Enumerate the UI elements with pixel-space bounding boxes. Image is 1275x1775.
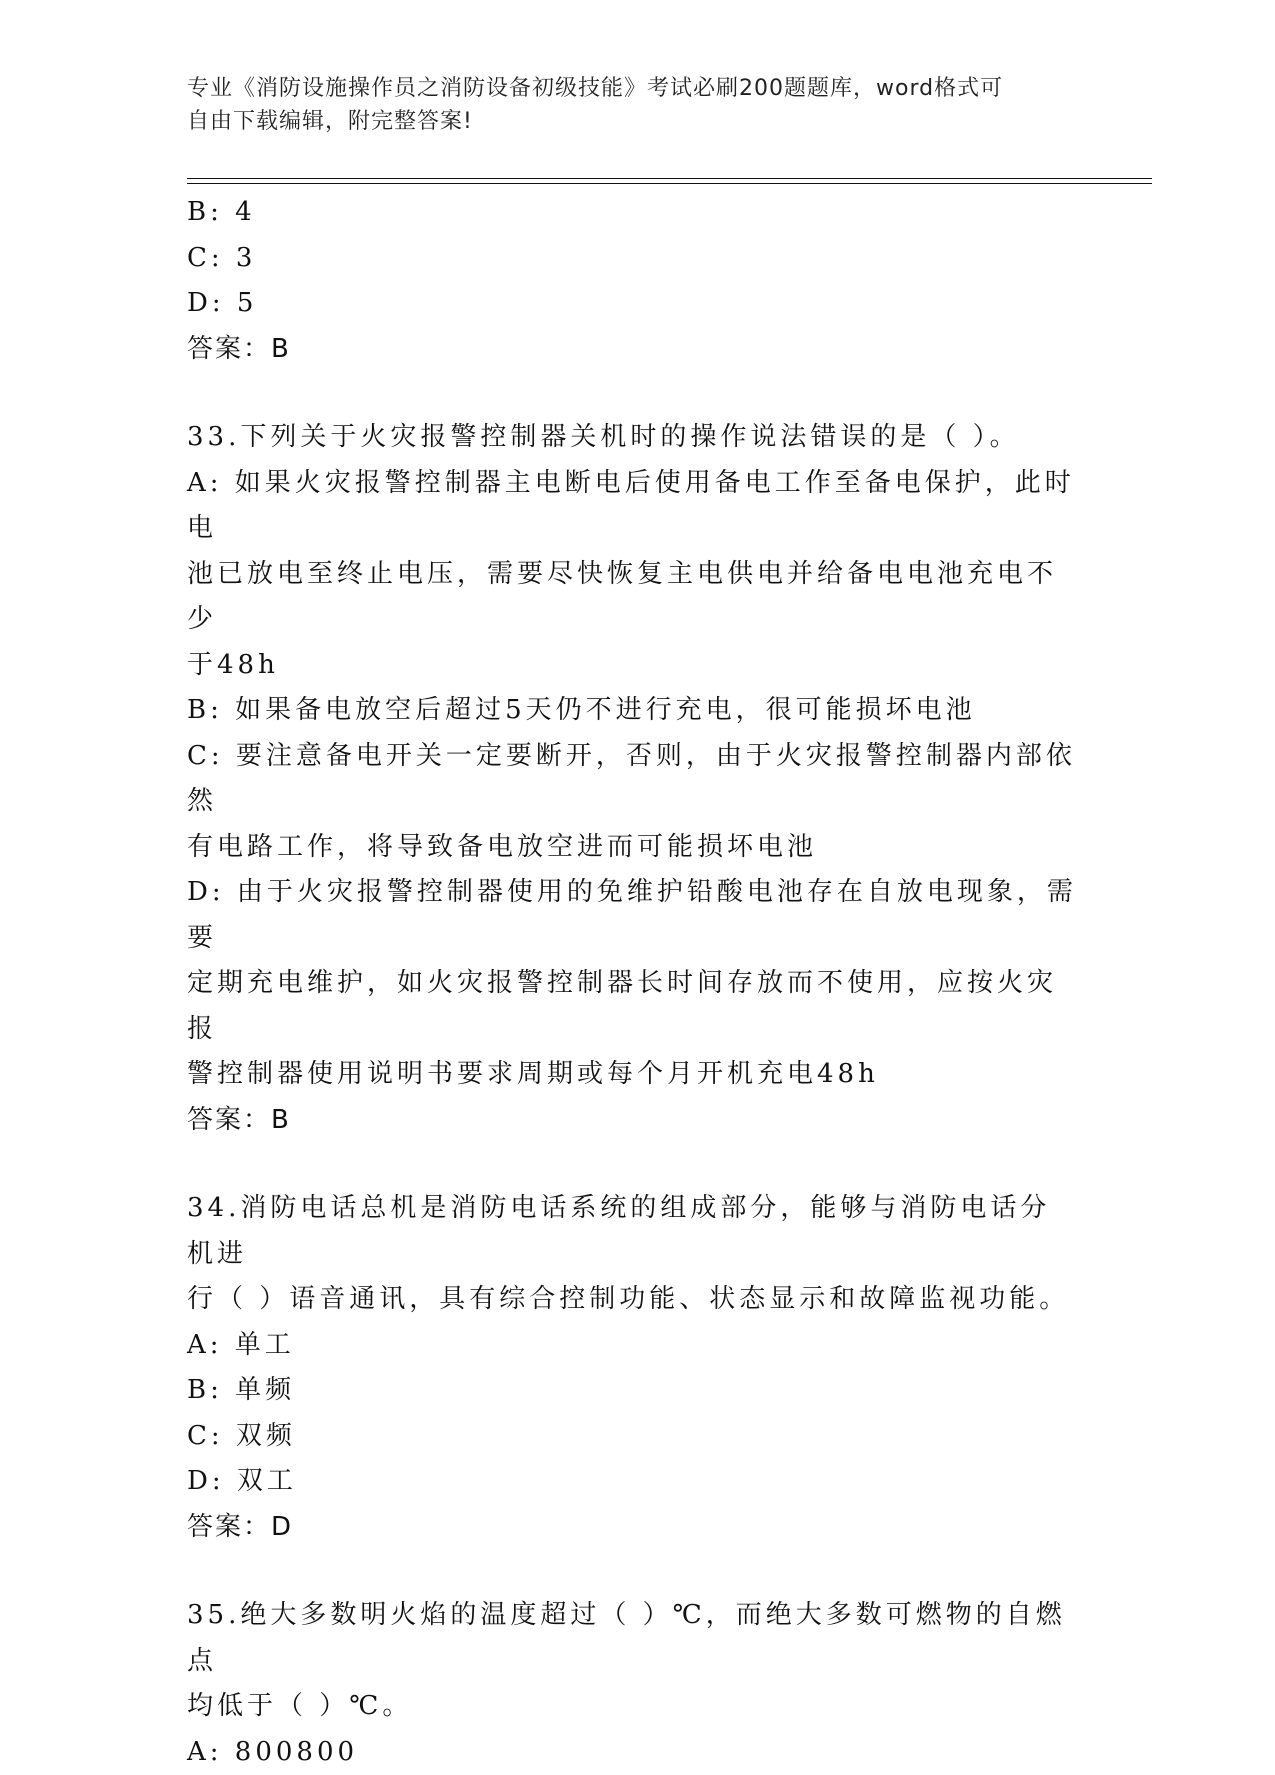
- question-stem: 33.下列关于火灾报警控制器关机时的操作说法错误的是（ ）。: [187, 415, 1077, 461]
- header-title-line-2: 自由下载编辑，附完整答案!: [187, 105, 1067, 138]
- option-b: B: 如果备电放空后超过5天仍不进行充电，很可能损坏电池: [187, 688, 1077, 734]
- question-33: [187, 415, 1077, 1143]
- option-a-line-3: 于48h: [187, 643, 1077, 689]
- option-c: C: 3: [187, 236, 1077, 282]
- prev-question-block: [187, 190, 1077, 372]
- answer-line: 答案：B: [187, 327, 1077, 373]
- option-b: B: 4: [187, 190, 1077, 236]
- option-a-line-2: 池已放电至终止电压，需要尽快恢复主电供电并给备电电池充电不少: [187, 552, 1077, 643]
- option-a: A: 800800: [187, 1730, 1077, 1775]
- option-d: D: 5: [187, 281, 1077, 327]
- question-34: [187, 1186, 1077, 1550]
- option-c: C: 双频: [187, 1414, 1077, 1460]
- option-d-line-3: 警控制器使用说明书要求周期或每个月开机充电48h: [187, 1052, 1077, 1098]
- question-stem-line-1: 35.绝大多数明火焰的温度超过（ ）℃，而绝大多数可燃物的自燃点: [187, 1593, 1077, 1684]
- answer-line: 答案：B: [187, 1098, 1077, 1144]
- option-c-line-1: C: 要注意备电开关一定要断开，否则，由于火灾报警控制器内部依然: [187, 734, 1077, 825]
- header-title-line-1: 专业《消防设施操作员之消防设备初级技能》考试必刷200题题库，word格式可: [187, 72, 1067, 105]
- spacer: [187, 372, 1077, 415]
- answer-line: 答案：D: [187, 1505, 1077, 1551]
- question-content: [187, 190, 1077, 1775]
- question-stem-line-2: 行（ ）语音通讯，具有综合控制功能、状态显示和故障监视功能。: [187, 1277, 1077, 1323]
- header-divider: [187, 178, 1152, 184]
- question-stem-line-1: 34.消防电话总机是消防电话系统的组成部分，能够与消防电话分机进: [187, 1186, 1077, 1277]
- page-header: [187, 72, 1067, 138]
- spacer: [187, 1143, 1077, 1186]
- option-a-line-1: A: 如果火灾报警控制器主电断电后使用备电工作至备电保护，此时电: [187, 461, 1077, 552]
- option-a: A: 单工: [187, 1323, 1077, 1369]
- option-d: D: 双工: [187, 1459, 1077, 1505]
- spacer: [187, 1550, 1077, 1593]
- question-stem-line-2: 均低于（ ）℃。: [187, 1684, 1077, 1730]
- option-b: B: 单频: [187, 1368, 1077, 1414]
- option-d-line-1: D: 由于火灾报警控制器使用的免维护铅酸电池存在自放电现象，需要: [187, 870, 1077, 961]
- option-c-line-2: 有电路工作，将导致备电放空进而可能损坏电池: [187, 825, 1077, 871]
- question-35: [187, 1593, 1077, 1775]
- option-d-line-2: 定期充电维护，如火灾报警控制器长时间存放而不使用，应按火灾报: [187, 961, 1077, 1052]
